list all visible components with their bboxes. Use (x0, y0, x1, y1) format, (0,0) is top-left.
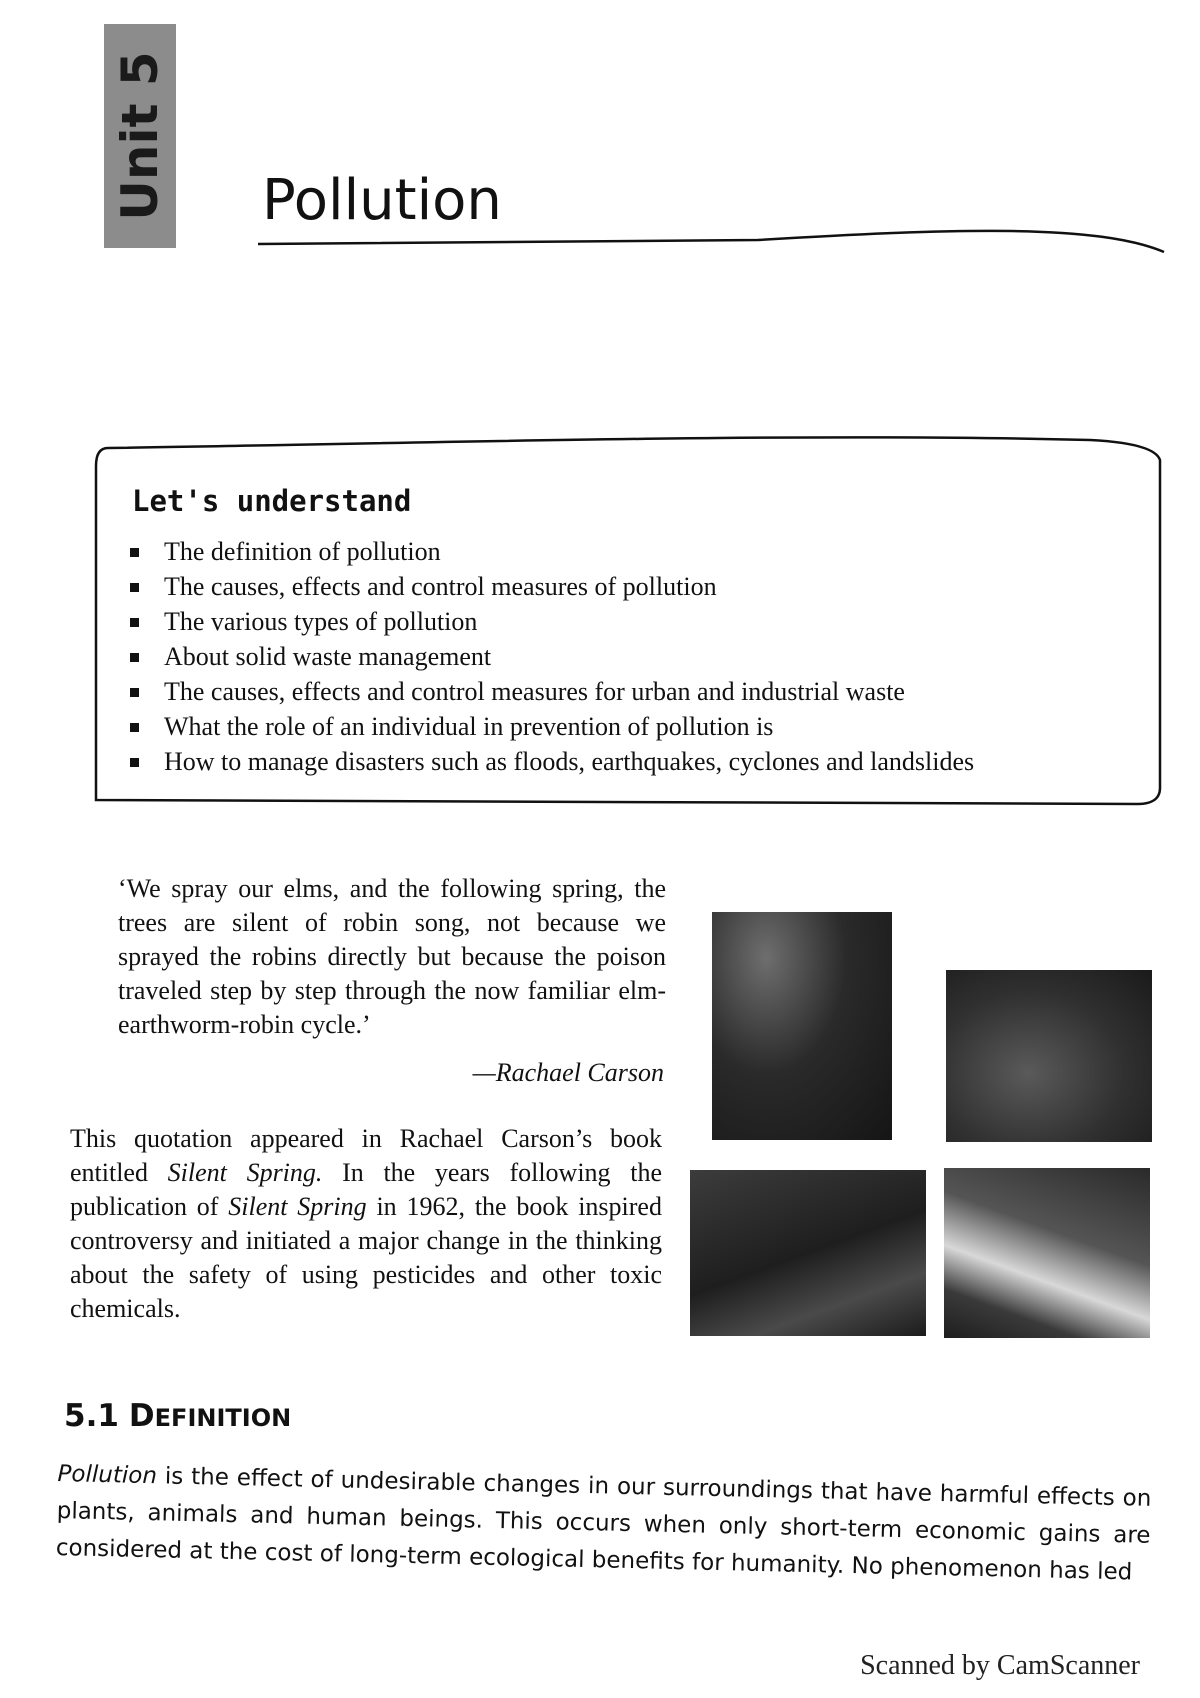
intro-paragraph (70, 1122, 662, 1326)
section-number: 5.1 (64, 1398, 119, 1434)
definition-text: is the effect of undesirable changes in our surroundings that have harmful effects on plants, animals and human beings. This occurs when only short-term economic gains are considered at the cost of long-term ecological benefits for humanity. No phenomenon has led (55, 1463, 1152, 1586)
carson-quote: ‘We spray our elms, and the following spring, the trees are silent of robin song, not because we sprayed the robins directly but because the poison traveled step by step through the now familiar elm-earthworm-robin cycle.’ (118, 874, 666, 1039)
objective-item: How to manage disasters such as floods, earthquakes, cyclones and landslides (128, 744, 974, 779)
section-title-initial: D (128, 1398, 155, 1434)
book-title: Silent Spring (228, 1192, 367, 1221)
unit-label: Unit 5 (111, 51, 169, 221)
definition-paragraph (55, 1456, 1151, 1592)
objective-item: The various types of pollution (128, 604, 974, 639)
pollution-photo-smoke (712, 912, 892, 1140)
section-title-rest: EFINITION (154, 1404, 292, 1432)
unit-tab (104, 24, 176, 248)
objective-item: The definition of pollution (128, 534, 974, 569)
objective-item: The causes, effects and control measures for urban and industrial waste (128, 674, 974, 709)
objective-item: About solid waste management (128, 639, 974, 674)
pollution-photo-river (944, 1168, 1150, 1338)
book-title: Silent Spring. (167, 1158, 323, 1187)
quote-attribution: —Rachael Carson (472, 1058, 664, 1087)
title-underline (258, 210, 1170, 256)
objectives-list (128, 534, 974, 779)
page-title: Pollution (262, 168, 502, 233)
definition-term: Pollution (57, 1460, 158, 1490)
pollution-photo-factory (690, 1170, 926, 1336)
intro-text: In the years following the publication of (70, 1158, 662, 1221)
intro-text: This quotation appeared in Rachael Carson’s book entitled (70, 1124, 662, 1187)
section-heading (64, 1398, 291, 1434)
scanner-watermark: Scanned by CamScanner (860, 1650, 1140, 1681)
objectives-heading: Let's understand (132, 484, 412, 518)
objective-item: What the role of an individual in prevention of pollution is (128, 709, 974, 744)
objective-item: The causes, effects and control measures of pollution (128, 569, 974, 604)
pollution-photo-debris (946, 970, 1152, 1142)
intro-text: in 1962, the book inspired controversy and initiated a major change in the thinking about the safety of using pesticides and other toxic chemicals. (70, 1192, 662, 1323)
